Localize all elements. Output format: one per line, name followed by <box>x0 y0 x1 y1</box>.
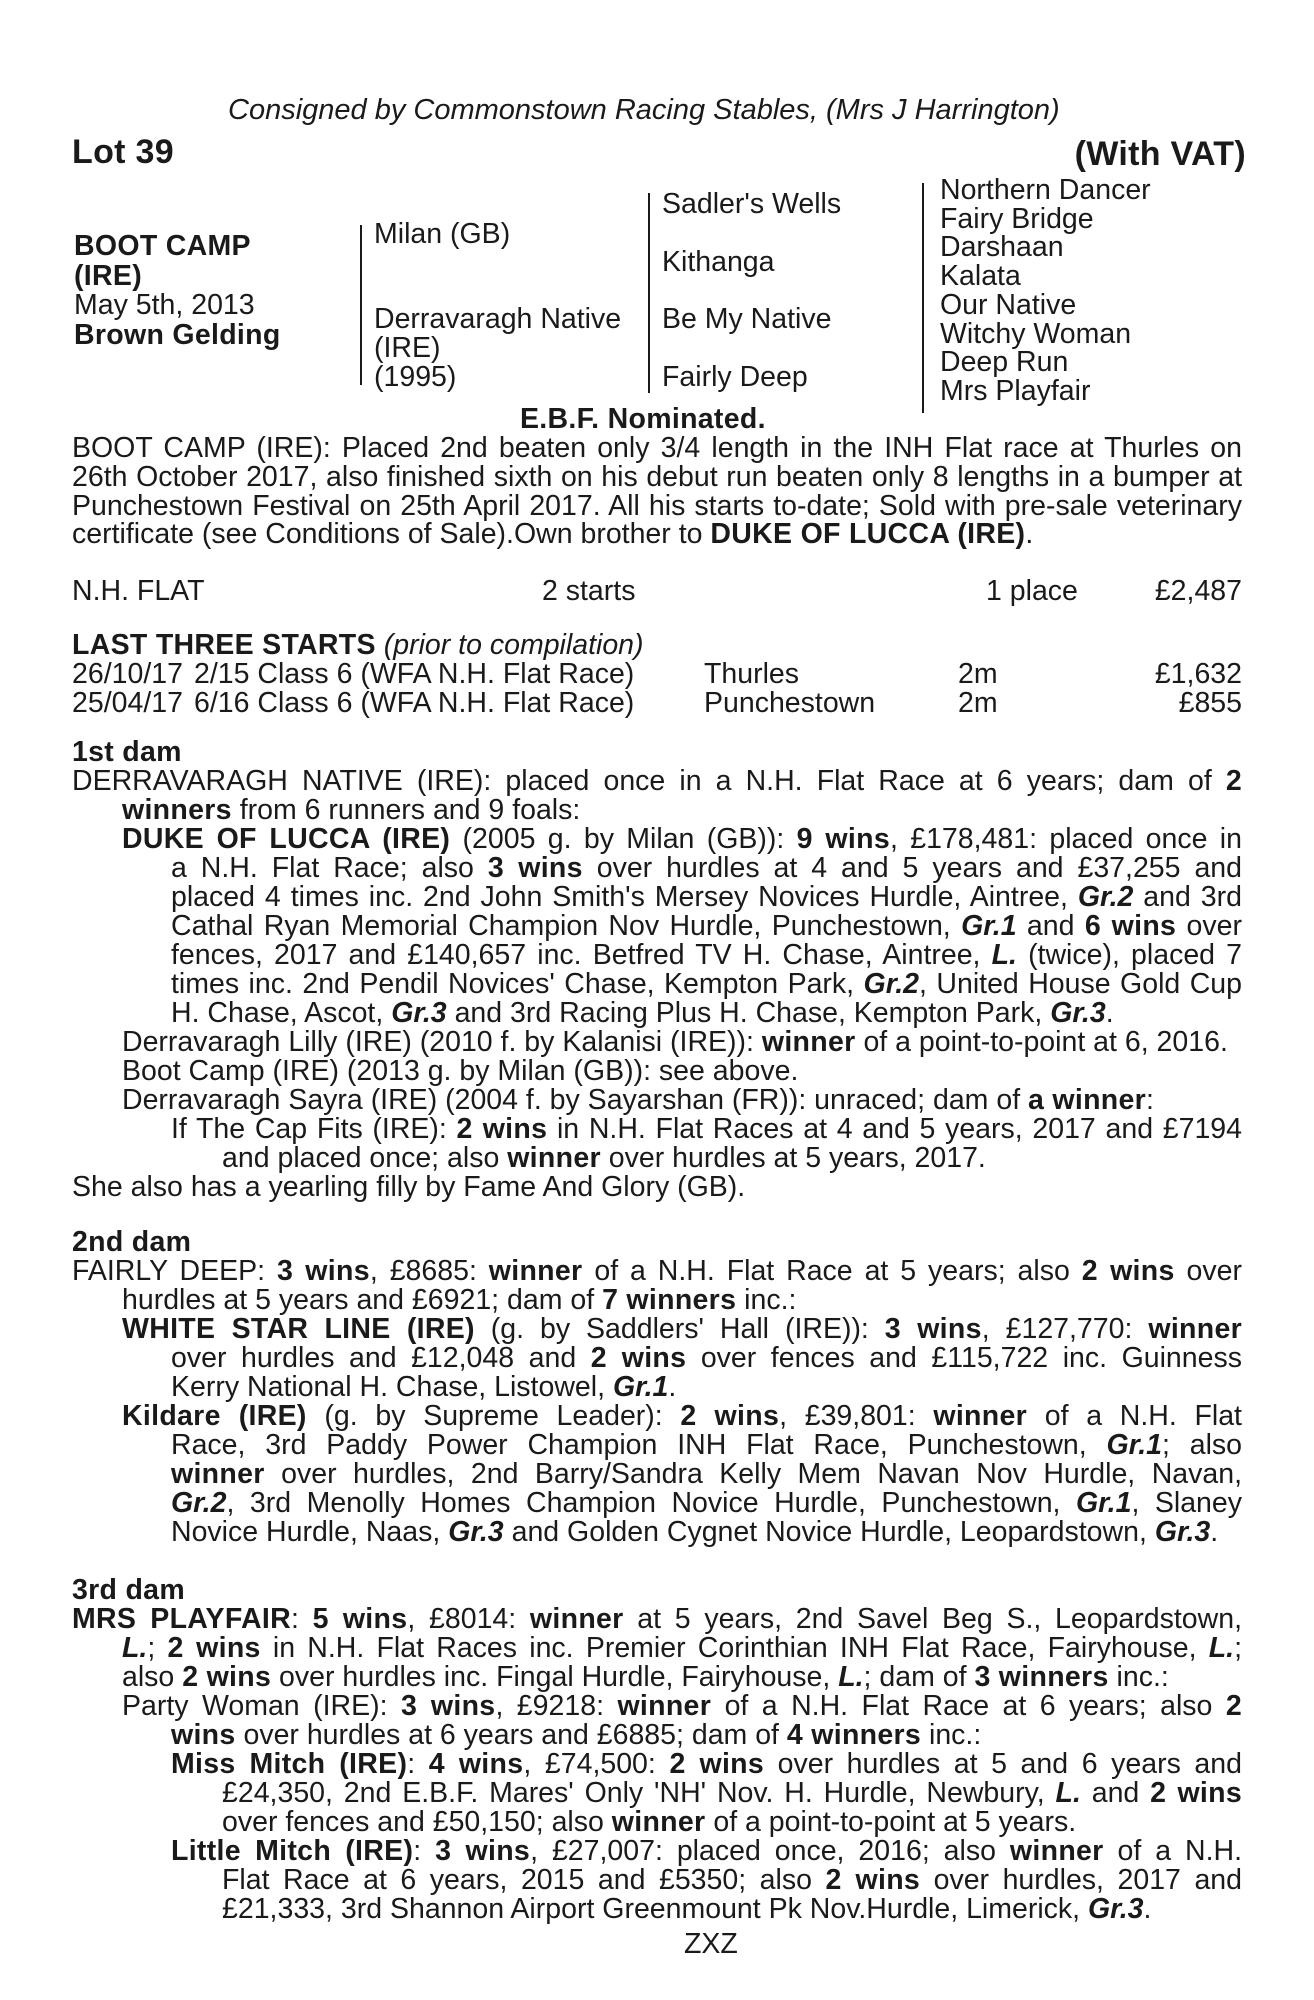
lot-number: Lot 39 <box>72 133 174 171</box>
emph: 7 winners <box>602 1284 737 1316</box>
text: of a N.H. <box>1103 1835 1243 1867</box>
text: . <box>668 1371 677 1403</box>
pedigree-sire: Milan (GB) <box>374 218 511 250</box>
wsl-line-1 <box>122 1315 1242 1344</box>
emph: winner <box>933 1400 1028 1432</box>
start-1-prize: £1,632 <box>1154 658 1242 690</box>
start-1-race: 2/15 Class 6 (WFA N.H. Flat Race) <box>194 658 635 690</box>
pedigree-dam-year: (1995) <box>374 361 457 393</box>
emph: 2 wins <box>1081 1255 1175 1287</box>
yearling-line: She also has a yearling filly by Fame And Glory (GB). <box>72 1171 746 1203</box>
horse-name-suffix: (IRE) <box>74 260 142 292</box>
text: inc.: <box>1108 1661 1169 1693</box>
emph: 2 wins <box>680 1400 780 1432</box>
text: , 3rd Menolly Homes Champion Novice Hurdle, Punchestown, <box>226 1487 1076 1519</box>
emph: 3 wins <box>487 852 583 884</box>
little-mitch-line-3 <box>222 1895 1151 1924</box>
sayra-line <box>122 1086 1154 1115</box>
start-2-prize: £855 <box>1178 687 1242 719</box>
boot-camp-line: Boot Camp (IRE) (2013 g. by Milan (GB)): see above. <box>122 1055 799 1087</box>
emph: winner <box>507 1142 601 1174</box>
text: in N.H. Flat Races at 4 and 5 years, 2017 and £7194 <box>547 1113 1242 1145</box>
second-dam-heading: 2nd dam <box>72 1226 192 1258</box>
pedigree-dam: Derravaragh Native <box>374 303 622 335</box>
text: Novice Hurdle, Naas, <box>171 1516 449 1548</box>
text: , £178,481: placed once in <box>889 823 1242 855</box>
text: DERRAVARAGH NATIVE (IRE): placed once in a N.H. Flat Race at 6 years; dam of <box>72 765 1212 797</box>
text: over hurdles at 5 and 6 years and <box>764 1748 1242 1780</box>
emph: winner <box>171 1458 265 1490</box>
text: from 6 runners and 9 foals: <box>231 794 581 826</box>
emph: a winner <box>1028 1084 1147 1116</box>
pedigree-gen3-6: Witchy Woman <box>940 318 1132 350</box>
emph: 2 wins <box>456 1113 548 1145</box>
text: over <box>1174 1255 1242 1287</box>
text: at 5 years, 2nd Savel Beg S., Leopardstown, <box>623 1603 1242 1635</box>
emph: 6 wins <box>1084 910 1177 942</box>
text: ; <box>1234 1632 1242 1664</box>
start-2-course: Punchestown <box>704 687 876 719</box>
emph: 3 wins <box>884 1313 982 1345</box>
last-three-note: (prior to compilation) <box>383 629 644 661</box>
emph: 3 wins <box>400 1690 496 1722</box>
text: of a point-to-point at 6, 2016. <box>855 1026 1228 1058</box>
emph: 9 wins <box>796 823 890 855</box>
ebf-nominated: E.B.F. Nominated. <box>520 403 766 435</box>
summary-end: . <box>1025 518 1034 550</box>
text: (g. by Supreme Leader): <box>306 1400 681 1432</box>
grade: Gr.2 <box>1077 881 1134 913</box>
text: over hurdles at 6 years and £6885; dam of <box>235 1719 787 1751</box>
summary-text: certificate (see Conditions of Sale).Own brother to <box>72 518 703 550</box>
record-starts: 2 starts <box>542 575 636 607</box>
pedigree-gen3-3: Darshaan <box>940 231 1064 263</box>
party-woman-line-2 <box>171 1721 981 1750</box>
horse-name: BOOT CAMP <box>74 230 251 262</box>
grade: Gr.3 <box>391 997 447 1029</box>
record-earnings: £2,487 <box>1154 575 1242 607</box>
emph: 2 wins <box>669 1748 765 1780</box>
emph: 3 winners <box>974 1661 1109 1693</box>
text: and placed once; also <box>222 1142 508 1174</box>
pedigree-gen2-1: Sadler's Wells <box>662 188 842 220</box>
emph: 2 wins <box>590 1342 687 1374</box>
text: of a point-to-point at 5 years. <box>705 1806 1077 1838</box>
pedigree-gen3-8: Mrs Playfair <box>940 375 1091 407</box>
text: a N.H. Flat Race; also <box>171 852 488 884</box>
summary-line-3: Punchestown Festival on 25th April 2017. All his starts to-date; Sold with pre-sale veterinary <box>72 490 1242 522</box>
own-brother-name: DUKE OF LUCCA (IRE) <box>710 518 1026 550</box>
emph: MRS PLAYFAIR <box>72 1603 291 1635</box>
miss-mitch-line-1 <box>171 1750 1242 1779</box>
text: , United House Gold Cup <box>919 968 1242 1000</box>
text: over hurdles at 5 years, 2017. <box>600 1142 986 1174</box>
emph: 2 wins <box>1150 1777 1242 1809</box>
text: over hurdles inc. Fingal Hurdle, Fairyhouse, <box>271 1661 839 1693</box>
text: over hurdles, 2nd Barry/Sandra Kelly Mem Navan Nov Hurdle, Navan, <box>264 1458 1242 1490</box>
record-type: N.H. FLAT <box>72 575 205 607</box>
capfits-line-1 <box>171 1115 1242 1144</box>
little-mitch-line-2 <box>222 1866 1242 1895</box>
text: and 3rd <box>1133 881 1242 913</box>
pedigree-gen3-1: Northern Dancer <box>940 174 1151 206</box>
pedigree-divider-1 <box>360 225 362 385</box>
grade: L. <box>1055 1777 1081 1809</box>
text: , £9218: <box>495 1690 618 1722</box>
start-1-course: Thurles <box>704 658 800 690</box>
text: over fences and £50,150; also <box>222 1806 612 1838</box>
little-mitch-line-1 <box>171 1837 1242 1866</box>
text: : <box>290 1603 313 1635</box>
pedigree-gen2-4: Fairly Deep <box>662 361 808 393</box>
last-three-title: LAST THREE STARTS <box>72 629 376 661</box>
text: of a N.H. Flat Race at 6 years; also <box>711 1690 1226 1722</box>
third-dam-heading: 3rd dam <box>72 1574 185 1606</box>
emph: winners <box>122 794 232 826</box>
emph: winner <box>1148 1313 1243 1345</box>
emph: winner <box>1009 1835 1104 1867</box>
start-2-race: 6/16 Class 6 (WFA N.H. Flat Race) <box>194 687 635 719</box>
first-dam-line-1 <box>72 767 1242 796</box>
grade: L. <box>1208 1632 1235 1664</box>
vat-label: (With VAT) <box>1074 135 1246 173</box>
text: . <box>1105 997 1114 1029</box>
text: hurdles at 5 years and £6921; dam of <box>122 1284 603 1316</box>
grade: Gr.3 <box>1088 1893 1144 1925</box>
emph: winner <box>761 1026 856 1058</box>
pedigree-divider-3 <box>922 183 924 413</box>
lilly-line <box>122 1028 1228 1057</box>
duke-line-5 <box>171 941 1242 970</box>
text: over hurdles at 4 and 5 years and £37,255 and <box>582 852 1242 884</box>
grade: Gr.3 <box>1154 1516 1211 1548</box>
emph: 2 <box>1225 1690 1243 1722</box>
summary-line-2: 26th October 2017, also finished sixth on his debut run beaten only 8 lengths in a bumper at <box>72 461 1242 493</box>
kildare-line-5 <box>171 1518 1218 1547</box>
grade: L. <box>838 1661 864 1693</box>
summary-line-1: BOOT CAMP (IRE): Placed 2nd beaten only 3/4 length in the INH Flat race at Thurles on <box>72 432 1242 464</box>
text: : <box>413 1835 436 1867</box>
text: over fences and £115,722 inc. Guinness <box>686 1342 1242 1374</box>
pedigree-divider-2 <box>648 193 650 393</box>
pedigree-gen2-2: Kithanga <box>662 246 775 278</box>
text: ; dam of <box>863 1661 975 1693</box>
second-dam-line-2 <box>122 1286 796 1315</box>
kildare-line-2 <box>171 1431 1242 1460</box>
emph: winner <box>529 1603 624 1635</box>
horse-description: Brown Gelding <box>74 319 281 351</box>
text: , £8014: <box>407 1603 530 1635</box>
text: and 3rd Racing Plus H. Chase, Kempton Park, <box>446 997 1051 1029</box>
start-2-date: 25/04/17 <box>72 687 183 719</box>
text: £24,350, 2nd E.B.F. Mares' Only 'NH' Nov. H. Hurdle, Newbury, <box>222 1777 1056 1809</box>
wsl-line-3 <box>171 1373 676 1402</box>
text: placed 4 times inc. 2nd John Smith's Mersey Novices Hurdle, Aintree, <box>171 881 1078 913</box>
text: : <box>407 1748 429 1780</box>
grade: Gr.2 <box>863 968 920 1000</box>
emph: 2 wins <box>182 1661 272 1693</box>
text: Cathal Ryan Memorial Champion Nov Hurdle, Punchestown, <box>171 910 962 942</box>
text: Race, 3rd Paddy Power Champion INH Flat Race, Punchestown, <box>171 1429 1107 1461</box>
text: over hurdles, 2017 and <box>920 1864 1242 1896</box>
text: also <box>122 1661 183 1693</box>
emph: 4 winners <box>786 1719 922 1751</box>
pedigree-gen3-5: Our Native <box>940 289 1077 321</box>
emph: 3 wins <box>276 1255 370 1287</box>
text: . <box>1143 1893 1152 1925</box>
pedigree-gen3-2: Fairy Bridge <box>940 203 1094 235</box>
text: If The Cap Fits (IRE): <box>171 1113 457 1145</box>
text: Party Woman (IRE): <box>122 1690 401 1722</box>
pedigree-gen3-4: Kalata <box>940 260 1021 292</box>
emph: wins <box>171 1719 236 1751</box>
emph: 4 wins <box>428 1748 524 1780</box>
text: £21,333, 3rd Shannon Airport Greenmount Pk Nov.Hurdle, Limerick, <box>222 1893 1089 1925</box>
text: H. Chase, Ascot, <box>171 997 392 1029</box>
duke-line-7 <box>171 999 1114 1028</box>
text: ; <box>147 1632 168 1664</box>
grade: Gr.1 <box>1075 1487 1132 1519</box>
emph: 2 wins <box>167 1632 261 1664</box>
pedigree-dam-country: (IRE) <box>374 332 441 364</box>
emph: 2 <box>1225 765 1243 797</box>
start-2-distance: 2m <box>958 687 998 719</box>
miss-mitch-line-2 <box>222 1779 1242 1808</box>
emph: winner <box>611 1806 706 1838</box>
third-dam-line-1 <box>72 1605 1242 1634</box>
text: over hurdles and £12,048 and <box>171 1342 591 1374</box>
wsl-line-2 <box>171 1344 1242 1373</box>
text: , £127,770: <box>981 1313 1149 1345</box>
party-woman-line-1 <box>122 1692 1242 1721</box>
text: (twice), placed 7 <box>1016 939 1242 971</box>
text: inc.: <box>921 1719 982 1751</box>
emph: Miss Mitch (IRE) <box>171 1748 408 1780</box>
emph: Little Mitch (IRE) <box>171 1835 414 1867</box>
text: times inc. 2nd Pendil Novices' Chase, Kempton Park, <box>171 968 864 1000</box>
duke-line-2 <box>171 854 1242 883</box>
grade: Gr.1 <box>1106 1429 1162 1461</box>
text: fences, 2017 and £140,657 inc. Betfred TV H. Chase, Aintree, <box>171 939 992 971</box>
text: , £74,500: <box>523 1748 670 1780</box>
grade: Gr.1 <box>612 1371 669 1403</box>
grade: Gr.3 <box>448 1516 504 1548</box>
summary-line-4 <box>72 520 1033 549</box>
third-dam-line-2 <box>122 1634 1242 1663</box>
kildare-line-3 <box>171 1460 1242 1489</box>
text: (g. by Saddlers' Hall (IRE)): <box>474 1313 885 1345</box>
kildare-line-4 <box>171 1489 1242 1518</box>
duke-line-6 <box>171 970 1242 999</box>
grade: Gr.2 <box>171 1487 227 1519</box>
miss-mitch-line-3 <box>222 1808 1076 1837</box>
last-three-heading <box>72 631 644 660</box>
start-1-date: 26/10/17 <box>72 658 183 690</box>
text: , £8685: <box>369 1255 489 1287</box>
pedigree-gen3-7: Deep Run <box>940 346 1069 378</box>
page-footer-code: ZXZ <box>684 1928 738 1960</box>
text: Derravaragh Sayra (IRE) (2004 f. by Sayarshan (FR)): unraced; dam of <box>122 1084 1029 1116</box>
text: and <box>1016 910 1085 942</box>
record-places: 1 place <box>986 575 1078 607</box>
text: Flat Race at 6 years, 2015 and £5350; also <box>222 1864 826 1896</box>
start-1-distance: 2m <box>958 658 998 690</box>
kildare-line-1 <box>122 1402 1242 1431</box>
duke-line-1 <box>122 825 1242 854</box>
text: FAIRLY DEEP: <box>72 1255 277 1287</box>
emph: winner <box>488 1255 583 1287</box>
text: , Slaney <box>1131 1487 1242 1519</box>
duke-line-4 <box>171 912 1242 941</box>
duke-line-3 <box>171 883 1242 912</box>
emph: WHITE STAR LINE (IRE) <box>122 1313 475 1345</box>
emph: 3 wins <box>435 1835 531 1867</box>
text: (2005 g. by Milan (GB)): <box>450 823 797 855</box>
emph: 2 wins <box>825 1864 921 1896</box>
first-dam-heading: 1st dam <box>72 736 182 768</box>
text: over <box>1176 910 1242 942</box>
text: . <box>1210 1516 1219 1548</box>
text: : <box>1146 1084 1154 1116</box>
grade: Gr.1 <box>961 910 1017 942</box>
text: and <box>1080 1777 1151 1809</box>
foaling-date: May 5th, 2013 <box>74 289 255 321</box>
emph: winner <box>617 1690 712 1722</box>
emph: Kildare (IRE) <box>122 1400 307 1432</box>
consignor-line: Consigned by Commonstown Racing Stables, (Mrs J Harrington) <box>228 94 1060 126</box>
grade: L. <box>991 939 1017 971</box>
text: , £39,801: <box>779 1400 934 1432</box>
emph: DUKE OF LUCCA (IRE) <box>122 823 451 855</box>
text: , £27,007: placed once, 2016; also <box>530 1835 1010 1867</box>
first-dam-line-2 <box>122 796 580 825</box>
second-dam-line-1 <box>72 1257 1242 1286</box>
text: of a N.H. Flat Race at 5 years; also <box>582 1255 1082 1287</box>
grade: L. <box>122 1632 148 1664</box>
emph: 5 wins <box>312 1603 408 1635</box>
text: inc.: <box>736 1284 797 1316</box>
text: and Golden Cygnet Novice Hurdle, Leopardstown, <box>503 1516 1155 1548</box>
text: ; also <box>1161 1429 1242 1461</box>
text: in N.H. Flat Races inc. Premier Corinthian INH Flat Race, Fairyhouse, <box>260 1632 1209 1664</box>
text: Derravaragh Lilly (IRE) (2010 f. by Kalanisi (IRE)): <box>122 1026 762 1058</box>
text: Kerry National H. Chase, Listowel, <box>171 1371 613 1403</box>
text: of a N.H. Flat <box>1027 1400 1242 1432</box>
capfits-line-2 <box>222 1144 986 1173</box>
grade: Gr.3 <box>1050 997 1106 1029</box>
pedigree-gen2-3: Be My Native <box>662 303 832 335</box>
third-dam-line-3 <box>122 1663 1169 1692</box>
